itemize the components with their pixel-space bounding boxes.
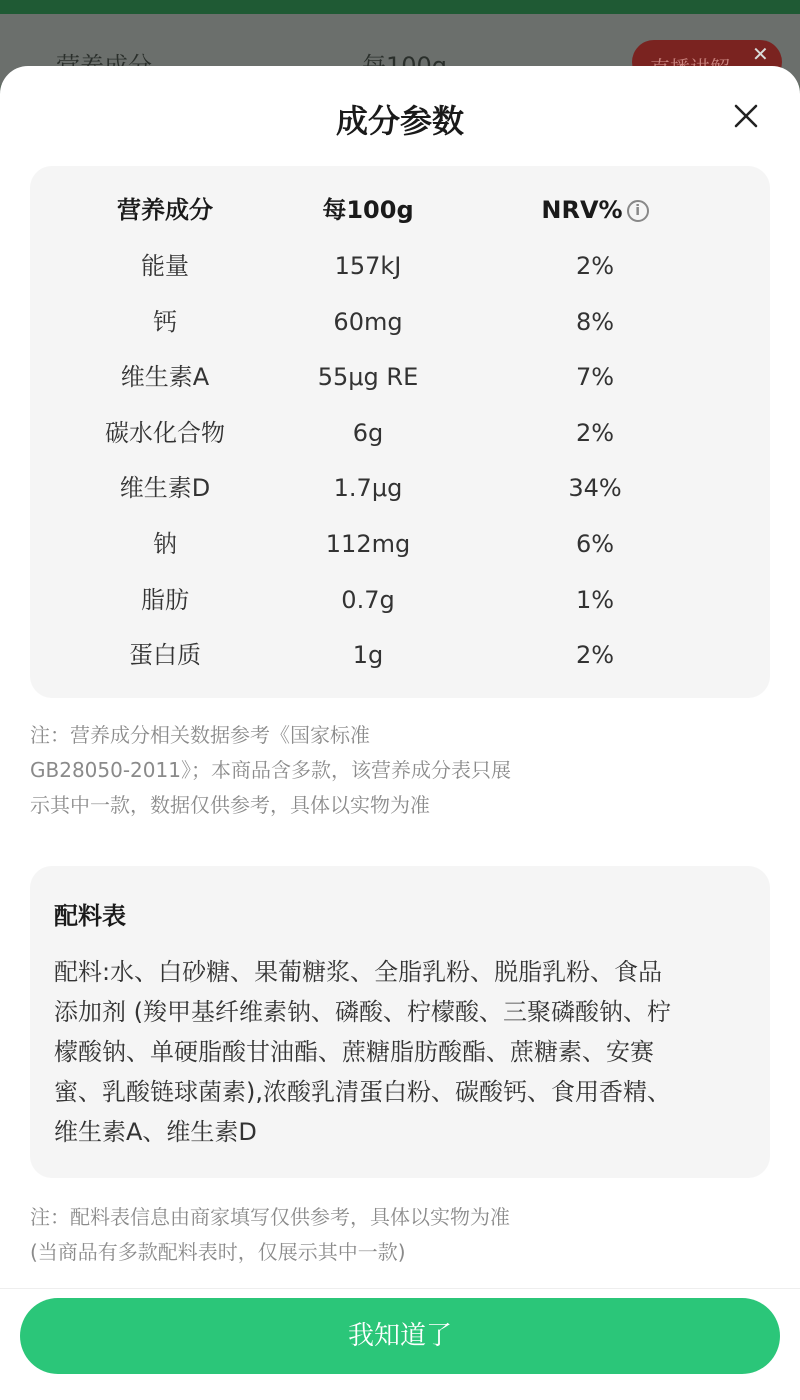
nutrient-name: 钙 <box>153 308 177 336</box>
table-row <box>30 405 770 461</box>
ingredients-line: 维生素A、维生素D <box>54 1118 257 1146</box>
table-row <box>30 516 770 572</box>
nutrition-table-header <box>30 182 770 238</box>
ingredients-note <box>30 1200 770 1270</box>
ingredients-line: 蜜、乳酸链球菌素),浓酸乳清蛋白粉、碳酸钙、食用香精、 <box>54 1078 671 1106</box>
ingredients-note-line: 注：配料表信息由商家填写仅供参考，具体以实物为准 <box>30 1205 510 1229</box>
nutrient-amount: 0.7g <box>341 586 395 614</box>
table-row <box>30 238 770 294</box>
nutrition-note-line: GB28050-2011》；本商品含多款，该营养成分表只展 <box>30 758 511 782</box>
ingredient-params-sheet <box>0 66 800 1400</box>
ingredients-text <box>54 952 754 1152</box>
footer-divider <box>0 1288 800 1289</box>
nutrient-nrv: 2% <box>575 641 615 669</box>
nutrition-note-line: 示其中一款，数据仅供参考，具体以实物为准 <box>30 793 430 817</box>
nutrient-nrv: 2% <box>575 252 615 280</box>
nutrient-amount: 1g <box>352 641 384 669</box>
header-nrv-label: NRV% <box>541 196 623 224</box>
nutrient-amount: 6g <box>352 419 384 447</box>
table-row <box>30 294 770 350</box>
header-nutrient: 营养成分 <box>117 196 213 224</box>
table-row <box>30 349 770 405</box>
nutrition-note-line: 注：营养成分相关数据参考《国家标准 <box>30 723 370 747</box>
background-close-icon: ✕ <box>752 42 769 66</box>
nutrient-amount: 157kJ <box>334 252 402 280</box>
nutrient-nrv: 7% <box>575 363 615 391</box>
background-top-bar <box>0 0 800 14</box>
confirm-button[interactable] <box>20 1298 780 1374</box>
table-row <box>30 572 770 628</box>
nutrient-name: 能量 <box>141 252 189 280</box>
nutrition-table <box>30 166 770 698</box>
nutrient-amount: 112mg <box>325 530 411 558</box>
confirm-button-label: 我知道了 <box>347 1321 452 1351</box>
nutrition-note <box>30 718 630 823</box>
nutrient-nrv: 1% <box>575 586 615 614</box>
ingredients-note-line: (当商品有多款配料表时，仅展示其中一款) <box>30 1240 406 1264</box>
nutrient-name: 维生素A <box>120 363 210 391</box>
nutrient-nrv: 34% <box>568 474 622 502</box>
nutrient-name: 维生素D <box>119 474 211 502</box>
info-icon[interactable]: i <box>627 200 649 222</box>
ingredients-title: 配料表 <box>54 902 126 930</box>
ingredients-line: 檬酸钠、单硬脂酸甘油酯、蔗糖脂肪酸酯、蔗糖素、安赛 <box>54 1038 654 1066</box>
nutrient-amount: 55μg RE <box>317 363 419 391</box>
nutrient-amount: 1.7μg <box>333 474 403 502</box>
ingredients-line: 配料:水、白砂糖、果葡糖浆、全脂乳粉、脱脂乳粉、食品 <box>54 958 663 986</box>
nutrient-name: 脂肪 <box>141 586 189 614</box>
close-icon <box>724 94 768 138</box>
ingredients-line: 添加剂 (羧甲基纤维素钠、磷酸、柠檬酸、三聚磷酸钠、柠 <box>54 998 671 1026</box>
header-nrv <box>485 182 705 238</box>
nutrient-nrv: 2% <box>575 419 615 447</box>
nutrient-nrv: 6% <box>575 530 615 558</box>
nutrient-name: 蛋白质 <box>129 641 201 669</box>
header-per-100g: 每100g <box>322 196 414 224</box>
nutrient-nrv: 8% <box>575 308 615 336</box>
close-button[interactable] <box>724 94 768 138</box>
sheet-title: 成分参数 <box>335 102 464 140</box>
table-row <box>30 627 770 683</box>
nutrient-amount: 60mg <box>333 308 403 336</box>
nutrient-name: 碳水化合物 <box>105 419 225 447</box>
table-row <box>30 460 770 516</box>
ingredients-card <box>30 866 770 1178</box>
nutrient-name: 钠 <box>153 530 177 558</box>
